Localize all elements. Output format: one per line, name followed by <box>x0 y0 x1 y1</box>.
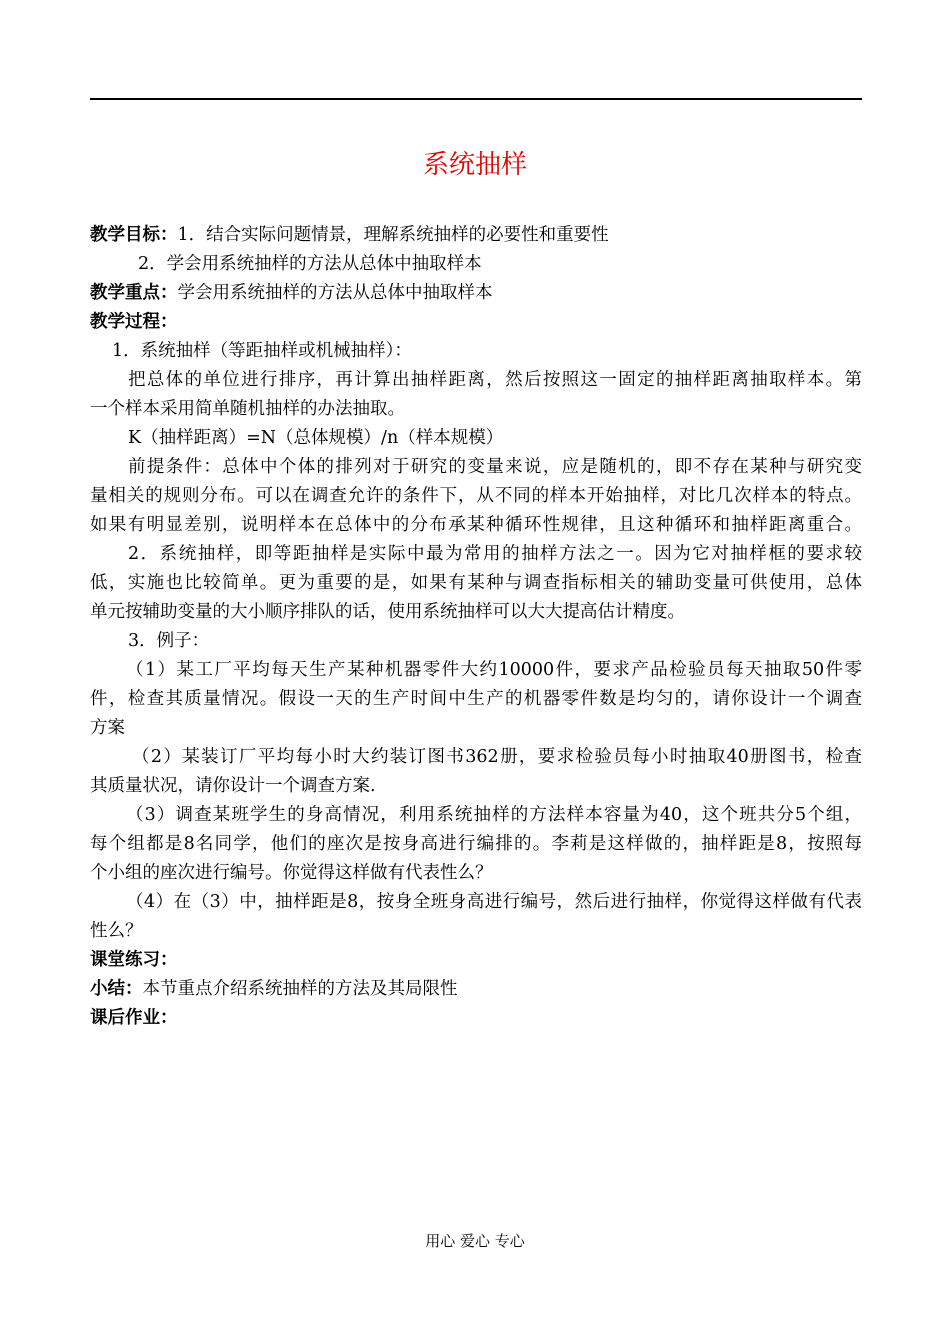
example-2-line-2: 其质量状况，请你设计一个调查方案. <box>90 776 376 796</box>
section-2-line-2: 低，实施也比较简单。更为重要的是，如果有某种与调查指标相关的辅助变量可供使用，总体 <box>90 573 862 593</box>
summary-line <box>90 975 862 1004</box>
example-4-line-1: （4）在（3）中，抽样距是8，按身全班身高进行编号，然后进行抽样，你觉得这样做有代表 <box>126 892 862 912</box>
example-4-line-2: 性么？ <box>90 921 143 941</box>
section-2-line-1: 2．系统抽样，即等距抽样是实际中最为常用的抽样方法之一。因为它对抽样框的要求较 <box>128 544 862 564</box>
objective-1: 1．结合实际问题情景，理解系统抽样的必要性和重要性 <box>177 225 609 245</box>
section-1-paragraph-1-line-1: 把总体的单位进行排序，再计算出抽样距离，然后按照这一固定的抽样距离抽取样本。第 <box>128 370 862 390</box>
practice-label: 课堂练习： <box>90 950 178 970</box>
section-1-paragraph-2-line-3: 如果有明显差别，说明样本在总体中的分布承某种循环性规律，且这种循环和抽样距离重合。 <box>90 515 862 535</box>
document-title: 系统抽样 <box>422 150 527 180</box>
example-3-line-3: 个小组的座次进行编号。你觉得这样做有代表性么？ <box>90 863 493 883</box>
example-3-line-2: 每个组都是8名同学，他们的座次是按身高进行编排的。李莉是这样做的，抽样距是8，按照每 <box>90 834 862 854</box>
header-rule <box>90 98 862 100</box>
section-2-line-3: 单元按辅助变量的大小顺序排队的话，使用系统抽样可以大大提高估计精度。 <box>90 602 685 622</box>
section-1-paragraph-1-line-2: 一个样本采用简单随机抽样的办法抽取。 <box>90 399 405 419</box>
sampling-formula: K（抽样距离）=N（总体规模）/n（样本规模） <box>128 428 504 448</box>
section-1-paragraph-2-line-1: 前提条件：总体中个体的排列对于研究的变量来说，应是随机的，即不存在某种与研究变 <box>128 457 862 477</box>
section-3-heading: 3．例子： <box>128 631 210 651</box>
objectives-line <box>90 221 862 250</box>
summary-label: 小结： <box>90 979 143 999</box>
process-label: 教学过程： <box>90 312 178 332</box>
section-1-paragraph-2-line-2: 量相关的规则分布。可以在调查允许的条件下，从不同的样本开始抽样，对比几次样本的特点。 <box>90 486 862 506</box>
page-footer: 用心 爱心 专心 <box>425 1232 525 1250</box>
example-2-line-1: （2）某装订厂平均每小时大约装订图书362册，要求检验员每小时抽取40册图书，检查 <box>132 747 862 767</box>
homework-label: 课后作业： <box>90 1008 178 1028</box>
objectives-label: 教学目标： <box>90 225 178 245</box>
example-3-line-1: （3）调查某班学生的身高情况，利用系统抽样的方法样本容量为40，这个班共分5个组， <box>126 805 862 825</box>
example-1-line-1: （1）某工厂平均每天生产某种机器零件大约10000件，要求产品检验员每天抽取50件零 <box>126 660 862 680</box>
objective-2: 2．学会用系统抽样的方法从总体中抽取样本 <box>138 254 482 274</box>
document-body <box>90 221 862 1033</box>
focus-text: 学会用系统抽样的方法从总体中抽取样本 <box>177 283 493 303</box>
focus-label: 教学重点： <box>90 283 178 303</box>
example-1-line-3: 方案 <box>90 718 125 738</box>
example-1-line-2: 件，检查其质量情况。假设一天的生产时间中生产的机器零件数是均匀的，请你设计一个调查 <box>90 689 862 709</box>
focus-line <box>90 279 862 308</box>
summary-text: 本节重点介绍系统抽样的方法及其局限性 <box>142 979 458 999</box>
section-1-heading: 1．系统抽样（等距抽样或机械抽样）： <box>112 341 412 361</box>
